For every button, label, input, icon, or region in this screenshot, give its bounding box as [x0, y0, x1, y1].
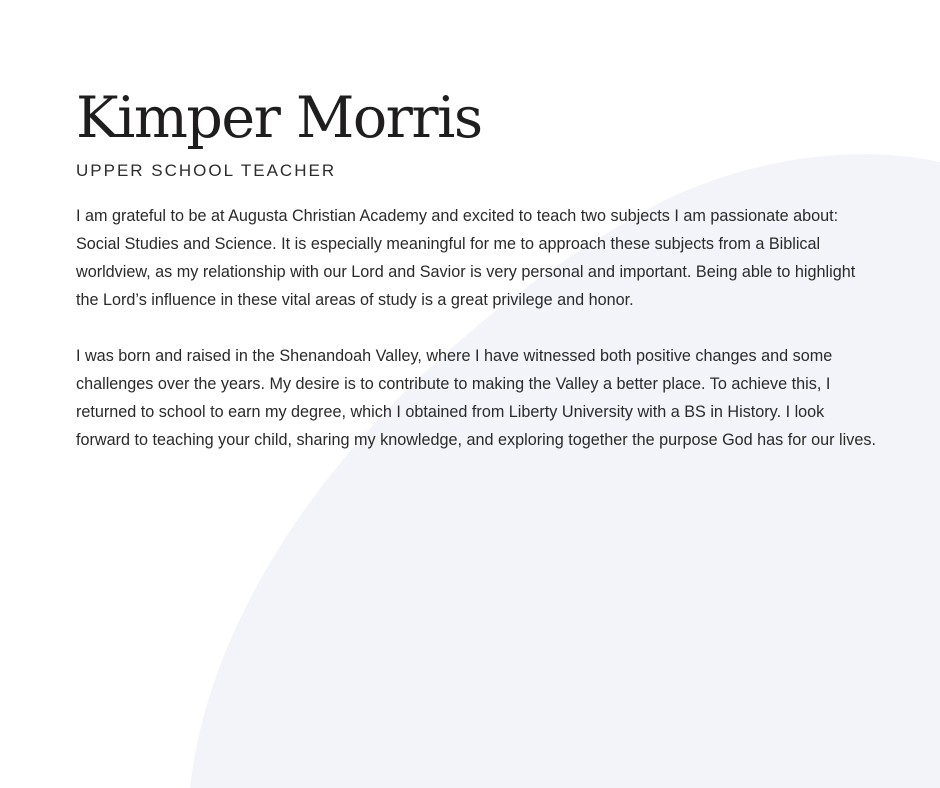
bio-paragraph-2: I was born and raised in the Shenandoah Valley, where I have witnessed both positive changes and some challenges over the years. My desire is to contribute to making the Valley a better place. To achieve this, I returned to school to earn my degree, which I obtained from Liberty University with a BS in History. I look forward to teaching your child, sharing my knowledge, and exploring together the purpose God has for our lives. — [76, 347, 876, 449]
teacher-role: UPPER SCHOOL TEACHER — [76, 161, 337, 180]
bio-paragraph-1: I am grateful to be at Augusta Christian Academy and excited to teach two subjects I am passionate about: Social Studies and Science. It is especially meaningful for me to approach these subjects from a Biblical worldview, as my relationship with our Lord and Savior is very personal and important. Being able to highlight the Lord’s influence in these vital areas of study is a great privilege and honor. — [76, 207, 856, 309]
profile-content — [76, 82, 876, 482]
teacher-bio — [76, 202, 876, 454]
teacher-name: Kimper Morris — [76, 85, 482, 151]
